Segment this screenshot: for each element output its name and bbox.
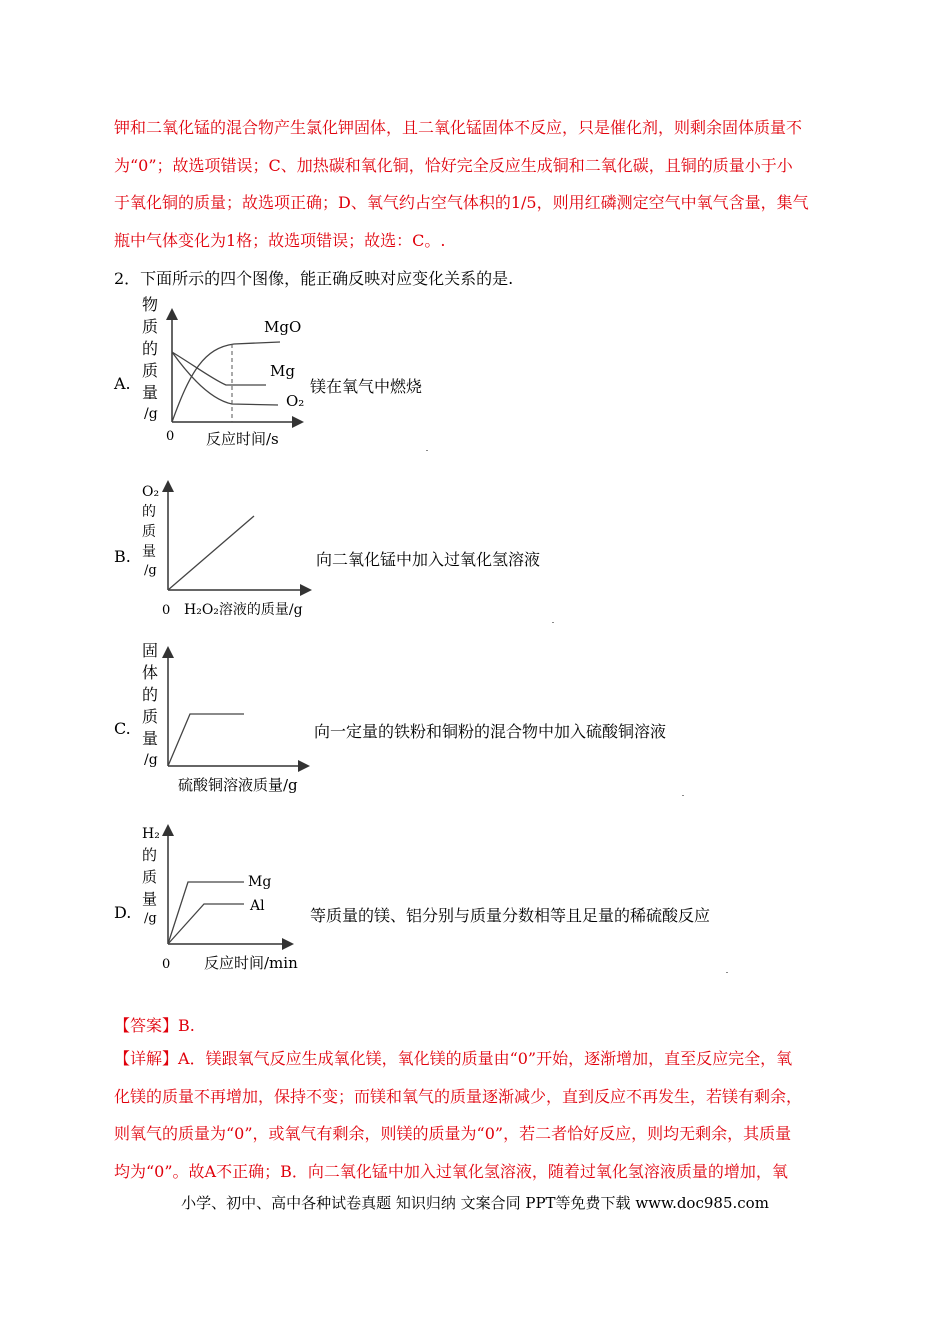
- option-d-ylabel-char: H₂: [142, 826, 160, 842]
- option-a-letter: A.: [114, 374, 131, 393]
- intro-line: 钾和二氧化锰的混合物产生氯化钾固体，且二氧化锰固体不反应，只是催化剂，则剩余固体质量不: [114, 118, 803, 137]
- detail-explanation: [114, 1040, 844, 1190]
- option-a-ylabel-char: 物: [142, 295, 159, 314]
- question-text: 2．下面所示的四个图像，能正确反映对应变化关系的是.: [114, 269, 514, 288]
- option-a-curve-label: MgO: [264, 318, 302, 336]
- option-d-xlabel: 反应时间/min: [204, 954, 298, 972]
- scan-dot: [552, 622, 554, 623]
- option-a-ylabel-char: 量: [142, 383, 159, 402]
- option-d-desc: 等质量的镁、铝分别与质量分数相等且足量的稀硫酸反应: [310, 906, 711, 925]
- option-c-ylabel-char: 的: [142, 685, 159, 704]
- intro-explanation: [114, 109, 844, 259]
- option-b-ylabel-char: 质: [142, 524, 156, 540]
- option-b-letter: B.: [114, 547, 131, 566]
- scan-dot: [682, 795, 684, 796]
- option-b-ylabel-char: 量: [142, 544, 156, 560]
- option-a-ylabel-char: /g: [144, 406, 158, 422]
- option-a-ylabel-char: 质: [142, 361, 159, 380]
- option-d-curve-label: Al: [250, 898, 265, 914]
- option-a-graph: [138, 292, 310, 454]
- option-d-ylabel-char: 质: [142, 868, 158, 886]
- option-c-ylabel-char: /g: [144, 752, 158, 768]
- scan-dot: [426, 450, 428, 451]
- page-footer: 小学、初中、高中各种试卷真题 知识归纳 文案合同 PPT等免费下载 www.doc985.com: [181, 1194, 769, 1212]
- detail-label: 【详解】: [114, 1049, 179, 1068]
- option-c-ylabel-char: 体: [142, 663, 159, 682]
- intro-line: 为“0”；故选项错误；C、加热碳和氧化铜，恰好完全反应生成铜和二氧化碳，且铜的质量小于小: [114, 155, 793, 175]
- option-d-letter: D.: [114, 903, 132, 922]
- option-b-xlabel: H₂O₂溶液的质量/g: [184, 602, 303, 618]
- option-b-ylabel-char: 的: [142, 504, 156, 520]
- intro-line: 于氧化铜的质量；故选项正确；D、氧气约占空气体积的1/5，则用红磷测定空气中氧气含量，集气: [114, 193, 809, 212]
- option-c-desc: 向一定量的铁粉和铜粉的混合物中加入硫酸铜溶液: [314, 722, 667, 741]
- option-d-origin: 0: [162, 957, 171, 972]
- option-b-graph: [138, 478, 318, 624]
- option-d-ylabel-char: 量: [142, 890, 158, 908]
- intro-line: 瓶中气体变化为1格；故选项错误；故选：C。.: [114, 230, 446, 250]
- scan-dot: [726, 972, 728, 973]
- option-a-desc: 镁在氧气中燃烧: [310, 377, 423, 396]
- option-b-ylabel-char: /g: [144, 563, 157, 578]
- option-d-ylabel-char: /g: [144, 911, 157, 926]
- option-a-xlabel: 反应时间/s: [206, 430, 279, 448]
- detail-line: 均为“0”。故A不正确；B．向二氧化锰中加入过氧化氢溶液，随着过氧化氢溶液质量的增加，氧: [114, 1161, 788, 1181]
- detail-line: A．镁跟氧气反应生成氧化镁，氧化镁的质量由“0”开始，逐渐增加，直至反应完全，氧: [178, 1049, 793, 1068]
- option-c-xlabel: 硫酸铜溶液质量/g: [178, 776, 298, 794]
- option-c-ylabel-char: 固: [142, 641, 159, 660]
- option-c-letter: C.: [114, 719, 131, 738]
- option-d-graph: [138, 818, 318, 978]
- detail-line: 则氧气的质量为“0”，或氧气有剩余，则镁的质量为“0”，若二者恰好反应，则均无剩余，其质量: [114, 1124, 792, 1143]
- option-c-ylabel-char: 量: [142, 729, 159, 748]
- option-c-graph: [138, 638, 318, 800]
- option-b-origin: 0: [162, 603, 171, 618]
- option-a-curve-label: O₂: [286, 392, 305, 410]
- option-b-desc: 向二氧化锰中加入过氧化氢溶液: [316, 550, 541, 569]
- answer-text: 【答案】B.: [114, 1016, 195, 1035]
- option-a-ylabel-char: 的: [142, 339, 159, 358]
- option-c-ylabel-char: 质: [142, 707, 159, 726]
- option-a-curve-label: Mg: [270, 362, 295, 380]
- option-b-ylabel-char: O₂: [142, 484, 160, 500]
- option-a-ylabel-char: 质: [142, 317, 159, 336]
- option-d-ylabel-char: 的: [142, 846, 158, 864]
- option-a-origin: 0: [166, 429, 175, 444]
- option-d-curve-label: Mg: [248, 874, 272, 890]
- detail-line: 化镁的质量不再增加，保持不变；而镁和氧气的质量逐渐减少，直到反应不再发生，若镁有剩余，: [114, 1086, 803, 1106]
